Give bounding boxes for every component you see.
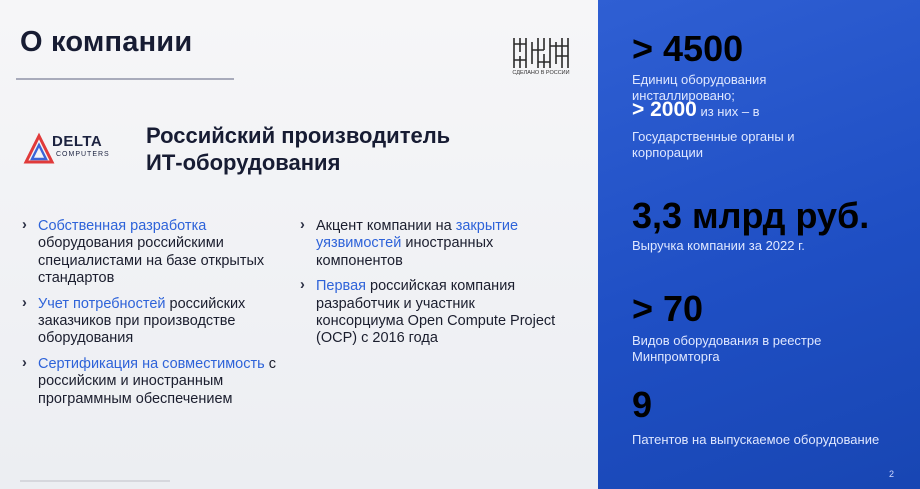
list-item — [20, 296, 288, 348]
stat-gov-suffix: из них – в — [696, 104, 760, 119]
item-accent: Собственная разработка — [38, 218, 207, 234]
page-title: О компании — [20, 26, 193, 58]
footer-line — [20, 480, 170, 482]
list-item — [298, 218, 560, 270]
headline-line1: Российский производитель — [146, 123, 451, 148]
made-in-russia-seal-icon — [512, 36, 570, 70]
item-text-pre: Акцент компании на — [316, 218, 456, 234]
item-text: оборудования российскими специалистами на базе открытых стандартов — [38, 235, 265, 287]
stat-equipment-desc: Видов оборудования в реестре Минпромторга — [632, 333, 822, 364]
stat-gov-value: > 2000 — [632, 98, 697, 121]
stat-patents-value: 9 — [632, 384, 653, 425]
item-text: с российским и иностранным программным обеспечением — [38, 355, 276, 407]
page-number: 2 — [889, 469, 895, 479]
item-accent: закрытие уязвимостей — [316, 218, 519, 252]
stat-gov-desc: Государственные органы и корпорации — [632, 129, 795, 160]
stat-installed-desc: Единиц оборудования инсталлировано; — [632, 72, 767, 103]
item-accent: Первая — [316, 278, 367, 295]
item-text-post: российская компания разработчик и участник консорциума Open Compute Project (OCP) с 2016 года — [316, 278, 556, 347]
stat-equipment-value: > 70 — [632, 288, 704, 329]
stat-patents-desc: Патентов на выпускаемое оборудование — [632, 432, 880, 447]
title-underline — [16, 78, 234, 80]
logo-wordmark: DELTA — [52, 133, 103, 150]
seal-caption: СДЕЛАНО В РОССИИ — [512, 70, 570, 76]
list-item — [20, 218, 288, 288]
item-accent: Учет потребностей — [38, 295, 166, 312]
list-item — [298, 278, 560, 348]
item-accent: Сертификация на совместимость — [38, 355, 265, 372]
item-text-post: иностранных компонентов — [316, 235, 494, 269]
headline — [146, 122, 450, 176]
logo-subtitle: COMPUTERS — [56, 151, 110, 158]
headline-line2: ИТ-оборудования — [146, 150, 341, 175]
stat-installed-value: > 4500 — [632, 28, 744, 69]
left-bullet-list — [20, 218, 288, 416]
list-item — [20, 356, 288, 408]
stat-revenue-value: 3,3 млрд руб. — [632, 195, 870, 236]
stat-installed-sub — [632, 98, 760, 121]
stat-revenue-desc: Выручка компании за 2022 г. — [632, 238, 805, 253]
right-bullet-list — [298, 218, 560, 356]
item-text: российских заказчиков при производстве оборудования — [38, 295, 246, 347]
